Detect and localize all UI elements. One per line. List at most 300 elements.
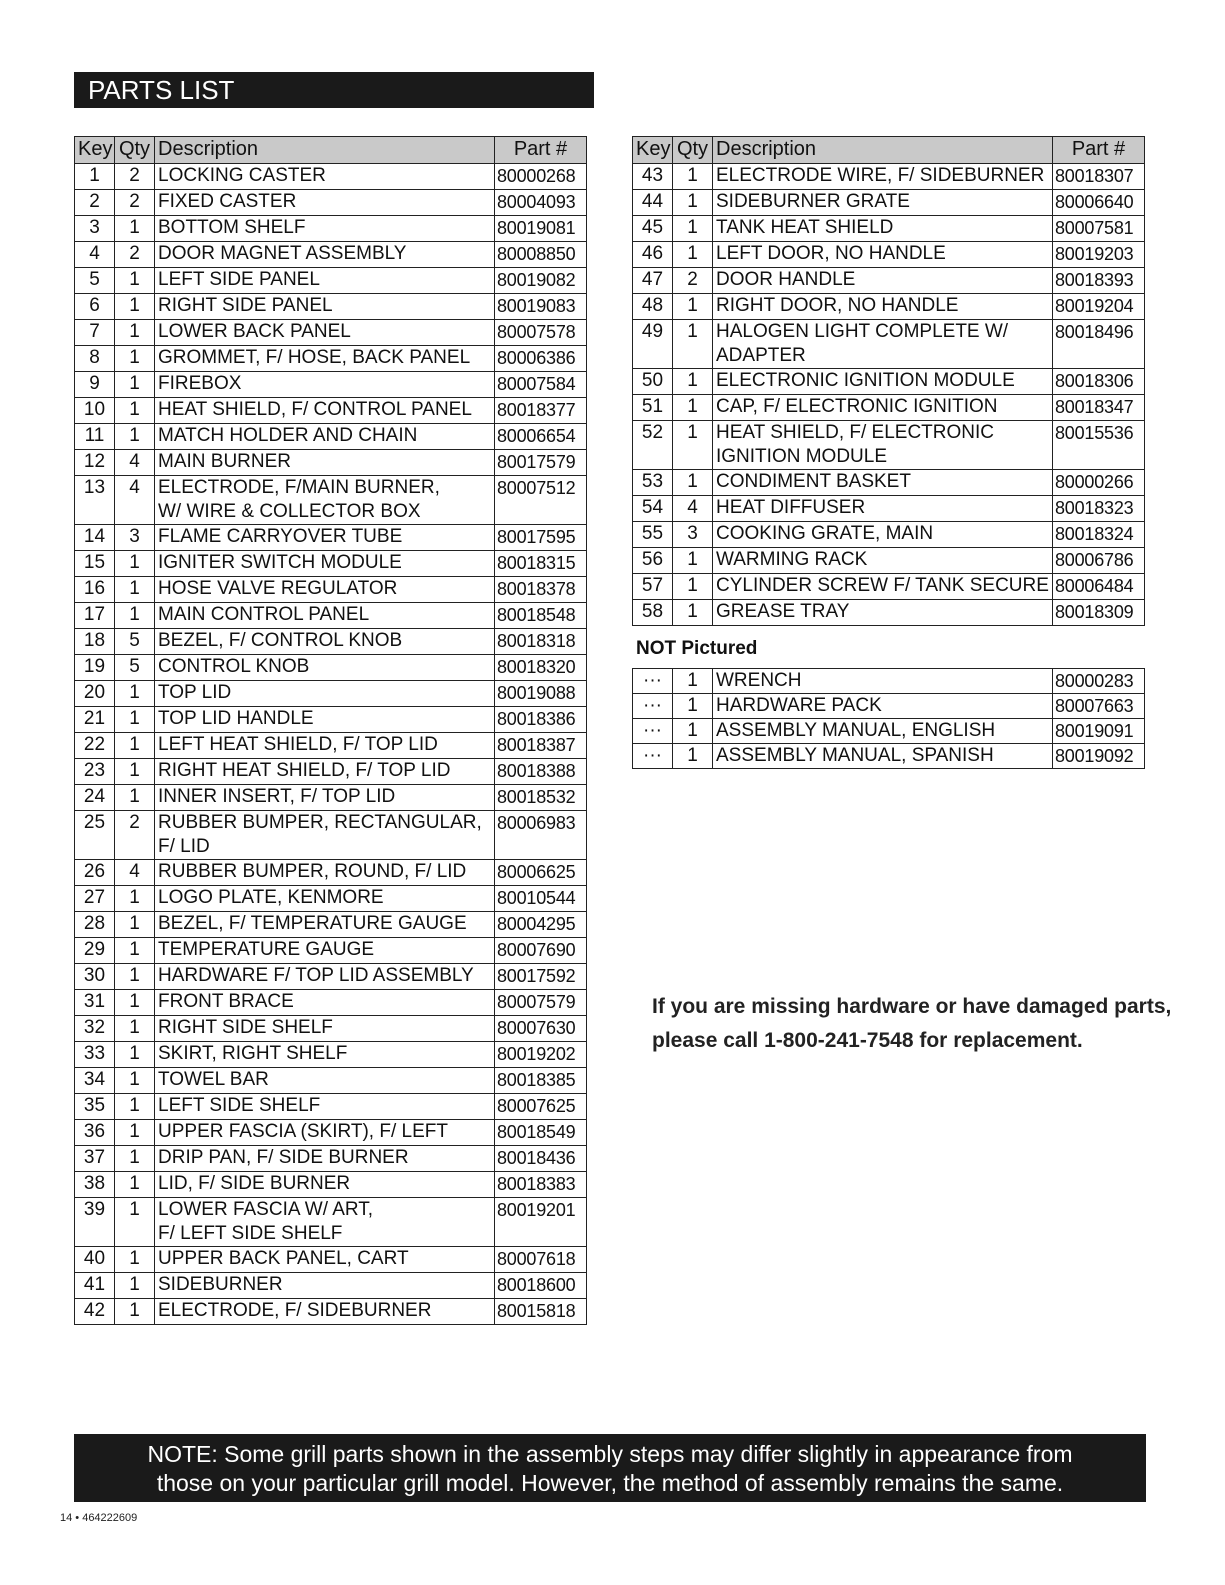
qty-cell: [673, 164, 713, 190]
part-number-cell: [495, 1068, 587, 1094]
qty-cell-text: 1: [129, 991, 140, 1012]
part-number-cell: [495, 1120, 587, 1146]
key-cell: [75, 1247, 115, 1273]
qty-cell: [115, 785, 155, 811]
description-cell-text: BEZEL, F/ CONTROL KNOB: [158, 630, 403, 651]
part-number-cell-text: 80019092: [1055, 746, 1134, 766]
description-cell: [155, 476, 495, 525]
description-cell-text: SKIRT, RIGHT SHELF: [158, 1043, 348, 1064]
key-cell-text: 9: [89, 373, 100, 394]
parts-rows-not-pictured: [633, 669, 1145, 769]
part-number-cell-text: 80018548: [497, 605, 576, 625]
part-number-cell-text: 80006625: [497, 862, 576, 882]
part-number-cell-text: 80007630: [497, 1018, 576, 1038]
table-row: [75, 1120, 587, 1146]
description-cell: [155, 424, 495, 450]
qty-cell-text: 1: [129, 269, 140, 290]
description-cell-text: CONDIMENT BASKET: [716, 471, 911, 492]
part-number-cell: [495, 450, 587, 476]
part-number-cell-text: 80006786: [1055, 550, 1134, 570]
qty-cell-text: 2: [129, 812, 140, 833]
description-cell: [713, 164, 1053, 190]
qty-cell-text: 1: [129, 295, 140, 316]
key-cell: [633, 496, 673, 522]
description-cell: [155, 681, 495, 707]
key-cell: [75, 551, 115, 577]
description-cell-text: LOCKING CASTER: [158, 165, 326, 186]
part-number-cell: [1053, 470, 1145, 496]
description-cell: [713, 600, 1053, 626]
description-cell-text: HALOGEN LIGHT COMPLETE W/: [716, 321, 1009, 342]
key-cell-text: 47: [641, 269, 664, 290]
key-cell-text: ···: [643, 745, 662, 766]
part-number-cell: [1053, 294, 1145, 320]
qty-cell: [115, 372, 155, 398]
description-cell: [155, 1299, 495, 1325]
description-cell-text: FIXED CASTER: [158, 191, 297, 212]
key-cell-text: 21: [83, 708, 106, 729]
key-cell: [75, 912, 115, 938]
table-row: [75, 525, 587, 551]
table-row: [75, 164, 587, 190]
part-number-cell-text: 80019204: [1055, 296, 1134, 316]
part-number-cell: [495, 268, 587, 294]
qty-cell-text: 4: [129, 861, 140, 882]
part-number-cell-text: 80007618: [497, 1249, 576, 1269]
qty-cell-text: 1: [687, 471, 698, 492]
part-number-cell-text: 80000268: [497, 166, 576, 186]
table-row: [633, 600, 1145, 626]
qty-cell: [115, 190, 155, 216]
table-row: [75, 886, 587, 912]
description-cell-text: TOWEL BAR: [158, 1069, 269, 1090]
key-cell-text: 16: [83, 578, 106, 599]
key-cell-text: 53: [641, 471, 664, 492]
description-cell-text: HARDWARE F/ TOP LID ASSEMBLY: [158, 965, 474, 986]
key-cell: [633, 395, 673, 421]
qty-cell: [673, 369, 713, 395]
qty-cell-text: 1: [687, 695, 698, 716]
description-cell: [155, 398, 495, 424]
part-number-cell: [495, 707, 587, 733]
part-number-cell-text: 80006640: [1055, 192, 1134, 212]
key-cell: [633, 320, 673, 369]
table-row: [633, 744, 1145, 769]
description-cell-text: COOKING GRATE, MAIN: [716, 523, 934, 544]
qty-cell: [115, 860, 155, 886]
description-cell: [155, 655, 495, 681]
key-cell: [75, 860, 115, 886]
qty-cell-text: 5: [129, 630, 140, 651]
qty-cell: [673, 268, 713, 294]
part-number-cell: [495, 525, 587, 551]
table-row: [75, 1094, 587, 1120]
qty-cell: [673, 216, 713, 242]
qty-cell-text: 1: [687, 720, 698, 741]
description-cell-text: ASSEMBLY MANUAL, ENGLISH: [716, 720, 996, 741]
qty-cell: [115, 450, 155, 476]
table-row: [75, 990, 587, 1016]
qty-cell: [673, 719, 713, 744]
description-cell-text: ASSEMBLY MANUAL, SPANISH: [716, 745, 994, 766]
section-title: PARTS LIST: [74, 72, 594, 108]
key-cell: [75, 938, 115, 964]
qty-cell-text: 1: [129, 578, 140, 599]
description-cell: [713, 421, 1053, 470]
qty-cell-text: 1: [129, 1274, 140, 1295]
key-cell: [75, 164, 115, 190]
description-cell: [155, 603, 495, 629]
part-number-cell: [495, 681, 587, 707]
key-cell-text: 26: [83, 861, 106, 882]
part-number-cell: [495, 216, 587, 242]
key-cell: [75, 372, 115, 398]
key-cell: [75, 733, 115, 759]
part-number-cell-text: 80018386: [497, 709, 576, 729]
description-cell-text: RUBBER BUMPER, RECTANGULAR,: [158, 812, 482, 833]
qty-cell: [115, 1299, 155, 1325]
description-cell-line-2: F/ LEFT SIDE SHELF: [158, 1223, 343, 1244]
key-cell: [633, 522, 673, 548]
description-cell-text: CAP, F/ ELECTRONIC IGNITION: [716, 396, 998, 417]
qty-cell-text: 1: [129, 321, 140, 342]
description-cell: [713, 320, 1053, 369]
key-cell: [633, 694, 673, 719]
qty-cell: [115, 1120, 155, 1146]
part-number-cell-text: 80000266: [1055, 472, 1134, 492]
description-cell: [155, 294, 495, 320]
qty-cell: [115, 1172, 155, 1198]
key-cell: [75, 294, 115, 320]
description-cell: [713, 574, 1053, 600]
table-row: [75, 681, 587, 707]
table-row: [633, 395, 1145, 421]
key-cell-text: 40: [83, 1248, 106, 1269]
key-cell: [75, 577, 115, 603]
missing-parts-message: [652, 990, 1172, 1058]
key-cell-text: 13: [83, 477, 106, 498]
note-line-1: NOTE: Some grill parts shown in the assembly steps may differ slightly in appearance from: [147, 1441, 1073, 1467]
key-cell-text: ···: [643, 695, 662, 716]
description-cell-text: TANK HEAT SHIELD: [716, 217, 894, 238]
part-number-cell-text: 80018377: [497, 400, 576, 420]
description-cell: [155, 190, 495, 216]
key-cell: [75, 655, 115, 681]
key-cell: [75, 424, 115, 450]
table-row: [75, 577, 587, 603]
description-cell-text: LEFT HEAT SHIELD, F/ TOP LID: [158, 734, 438, 755]
part-number-cell: [1053, 216, 1145, 242]
qty-cell-text: 1: [129, 373, 140, 394]
part-number-cell-text: 80007663: [1055, 696, 1134, 716]
part-number-cell: [1053, 320, 1145, 369]
qty-header: Qty: [115, 137, 155, 164]
part-number-cell: [495, 785, 587, 811]
key-cell: [75, 681, 115, 707]
key-cell: [75, 450, 115, 476]
part-number-cell: [495, 990, 587, 1016]
table-row: [633, 574, 1145, 600]
part-number-cell: [495, 938, 587, 964]
key-cell: [75, 629, 115, 655]
description-cell: [155, 346, 495, 372]
description-cell: [155, 912, 495, 938]
part-number-cell: [495, 1273, 587, 1299]
qty-cell: [115, 577, 155, 603]
qty-cell: [115, 424, 155, 450]
part-number-cell-text: 80010544: [497, 888, 576, 908]
table-row: [75, 655, 587, 681]
table-row: [633, 369, 1145, 395]
table-row: [75, 476, 587, 525]
key-cell: [75, 1094, 115, 1120]
description-cell: [155, 1273, 495, 1299]
part-number-cell-text: 80018549: [497, 1122, 576, 1142]
qty-cell-text: 2: [129, 191, 140, 212]
qty-cell-text: 1: [687, 575, 698, 596]
key-cell: [633, 216, 673, 242]
table-row: [75, 785, 587, 811]
description-cell-text: HARDWARE PACK: [716, 695, 882, 716]
table-row: [75, 372, 587, 398]
qty-cell: [115, 164, 155, 190]
assembly-note: [74, 1434, 1146, 1502]
part-number-cell: [495, 1198, 587, 1247]
parts-rows-right: [633, 164, 1145, 626]
description-cell-text: HEAT SHIELD, F/ CONTROL PANEL: [158, 399, 472, 420]
description-cell-text: IGNITER SWITCH MODULE: [158, 552, 402, 573]
part-number-cell: [1053, 190, 1145, 216]
description-cell: [713, 694, 1053, 719]
key-cell-text: 49: [641, 321, 664, 342]
part-number-cell-text: 80018436: [497, 1148, 576, 1168]
description-cell: [155, 577, 495, 603]
qty-cell: [115, 294, 155, 320]
part-number-cell-text: 80018387: [497, 735, 576, 755]
part-number-cell: [495, 1042, 587, 1068]
table-row: [75, 268, 587, 294]
qty-cell-text: 1: [129, 1173, 140, 1194]
key-cell-text: 22: [83, 734, 106, 755]
part-number-cell: [495, 190, 587, 216]
part-number-cell-text: 80018385: [497, 1070, 576, 1090]
table-row: [633, 548, 1145, 574]
table-row: [75, 242, 587, 268]
qty-cell-text: 1: [129, 399, 140, 420]
qty-cell-text: 1: [129, 425, 140, 446]
key-cell-text: 27: [83, 887, 106, 908]
qty-cell: [115, 655, 155, 681]
description-cell-text: RIGHT SIDE PANEL: [158, 295, 333, 316]
part-number-cell-text: 80004093: [497, 192, 576, 212]
key-cell-text: ···: [643, 670, 662, 691]
part-number-cell: [495, 424, 587, 450]
description-cell-text: INNER INSERT, F/ TOP LID: [158, 786, 396, 807]
qty-cell-text: 1: [687, 745, 698, 766]
part-number-cell: [495, 242, 587, 268]
description-cell: [713, 522, 1053, 548]
qty-cell: [115, 603, 155, 629]
part-number-cell: [495, 320, 587, 346]
qty-cell: [115, 1146, 155, 1172]
qty-cell: [673, 470, 713, 496]
qty-cell-text: 1: [129, 1043, 140, 1064]
part-number-cell: [495, 603, 587, 629]
key-cell: [75, 886, 115, 912]
table-row: [75, 629, 587, 655]
qty-cell-text: 4: [129, 451, 140, 472]
table-row: [75, 1172, 587, 1198]
qty-cell-text: 1: [129, 786, 140, 807]
qty-cell-text: 1: [129, 887, 140, 908]
table-row: [75, 398, 587, 424]
description-cell-text: TOP LID HANDLE: [158, 708, 314, 729]
description-cell: [155, 759, 495, 785]
qty-cell-text: 1: [687, 243, 698, 264]
qty-cell: [115, 707, 155, 733]
key-cell-text: 28: [83, 913, 106, 934]
qty-cell-text: 1: [129, 965, 140, 986]
table-row: [633, 421, 1145, 470]
key-cell: [633, 268, 673, 294]
part-number-cell: [495, 655, 587, 681]
part-number-cell-text: 80018306: [1055, 371, 1134, 391]
part-number-cell: [495, 164, 587, 190]
description-cell-text: BEZEL, F/ TEMPERATURE GAUGE: [158, 913, 467, 934]
qty-cell: [673, 421, 713, 470]
part-number-cell-text: 80018318: [497, 631, 576, 651]
qty-cell-text: 1: [129, 734, 140, 755]
qty-cell: [115, 525, 155, 551]
part-number-cell-text: 80017595: [497, 527, 576, 547]
part-number-cell-text: 80007625: [497, 1096, 576, 1116]
part-number-cell: [1053, 242, 1145, 268]
key-cell: [75, 268, 115, 294]
qty-cell-text: 1: [687, 670, 698, 691]
part-number-cell: [495, 1016, 587, 1042]
qty-cell: [673, 320, 713, 369]
table-row: [75, 1247, 587, 1273]
part-number-cell-text: 80015536: [1055, 423, 1134, 443]
description-cell: [713, 216, 1053, 242]
part-number-cell-text: 80006983: [497, 813, 576, 833]
qty-cell: [673, 294, 713, 320]
qty-cell-text: 1: [129, 1199, 140, 1220]
part-number-cell-text: 80019081: [497, 218, 576, 238]
description-cell: [713, 669, 1053, 694]
description-cell-text: RUBBER BUMPER, ROUND, F/ LID: [158, 861, 467, 882]
qty-cell: [115, 990, 155, 1016]
key-cell: [633, 294, 673, 320]
qty-cell: [115, 320, 155, 346]
part-number-cell: [495, 964, 587, 990]
description-header: Description: [155, 137, 495, 164]
description-cell-text: DRIP PAN, F/ SIDE BURNER: [158, 1147, 409, 1168]
qty-cell: [115, 964, 155, 990]
description-cell: [155, 1172, 495, 1198]
description-cell-text: FRONT BRACE: [158, 991, 294, 1012]
key-cell-text: 54: [641, 497, 664, 518]
part-number-cell: [495, 577, 587, 603]
key-cell-text: 46: [641, 243, 664, 264]
part-number-cell: [495, 398, 587, 424]
qty-cell: [115, 551, 155, 577]
key-cell: [75, 1273, 115, 1299]
key-cell-text: 20: [83, 682, 106, 703]
qty-cell: [115, 1042, 155, 1068]
qty-cell: [115, 216, 155, 242]
qty-cell-text: 1: [687, 601, 698, 622]
qty-cell: [115, 242, 155, 268]
qty-cell: [673, 744, 713, 769]
description-cell: [155, 811, 495, 860]
description-cell: [155, 707, 495, 733]
table-row: [75, 733, 587, 759]
qty-cell-text: 1: [129, 604, 140, 625]
parts-table-not-pictured: [632, 668, 1145, 769]
key-cell: [75, 1172, 115, 1198]
table-row: [633, 294, 1145, 320]
description-cell-text: FIREBOX: [158, 373, 242, 394]
qty-cell-text: 3: [129, 526, 140, 547]
key-cell-text: 45: [641, 217, 664, 238]
part-number-cell-text: 80018320: [497, 657, 576, 677]
key-cell-text: 55: [641, 523, 664, 544]
part-number-cell-text: 80018496: [1055, 322, 1134, 342]
qty-cell: [115, 1198, 155, 1247]
description-cell: [713, 744, 1053, 769]
description-cell-text: SIDEBURNER GRATE: [716, 191, 910, 212]
part-number-cell-text: 80015818: [497, 1301, 576, 1321]
missing-parts-line-2: please call 1-800-241-7548 for replacement.: [652, 1029, 1083, 1052]
key-cell: [75, 1068, 115, 1094]
table-row: [75, 346, 587, 372]
key-cell: [75, 990, 115, 1016]
qty-cell-text: 1: [687, 321, 698, 342]
part-number-cell: [495, 1299, 587, 1325]
description-header: Description: [713, 137, 1053, 164]
part-number-cell-text: 80019091: [1055, 721, 1134, 741]
table-row: [75, 759, 587, 785]
part-number-cell: [495, 860, 587, 886]
key-cell: [75, 1146, 115, 1172]
description-cell: [155, 164, 495, 190]
qty-cell: [673, 522, 713, 548]
part-number-cell: [495, 476, 587, 525]
description-cell-text: FLAME CARRYOVER TUBE: [158, 526, 403, 547]
table-row: [75, 603, 587, 629]
key-cell-text: 32: [83, 1017, 106, 1038]
part-number-cell-text: 80007584: [497, 374, 576, 394]
key-cell: [633, 548, 673, 574]
description-cell-line-2: ADAPTER: [716, 345, 806, 366]
description-cell: [155, 1068, 495, 1094]
description-cell-text: TEMPERATURE GAUGE: [158, 939, 375, 960]
key-cell-text: 50: [641, 370, 664, 391]
key-cell-text: 48: [641, 295, 664, 316]
key-cell: [633, 600, 673, 626]
qty-cell-text: 1: [129, 682, 140, 703]
key-cell-text: 31: [83, 991, 106, 1012]
key-cell-text: 41: [83, 1274, 106, 1295]
part-number-cell-text: 80018347: [1055, 397, 1134, 417]
key-cell-text: 24: [83, 786, 106, 807]
key-cell-text: 6: [89, 295, 100, 316]
description-cell-text: HEAT SHIELD, F/ ELECTRONIC: [716, 422, 995, 443]
part-number-cell-text: 80008850: [497, 244, 576, 264]
part-number-cell: [495, 912, 587, 938]
description-cell: [155, 629, 495, 655]
